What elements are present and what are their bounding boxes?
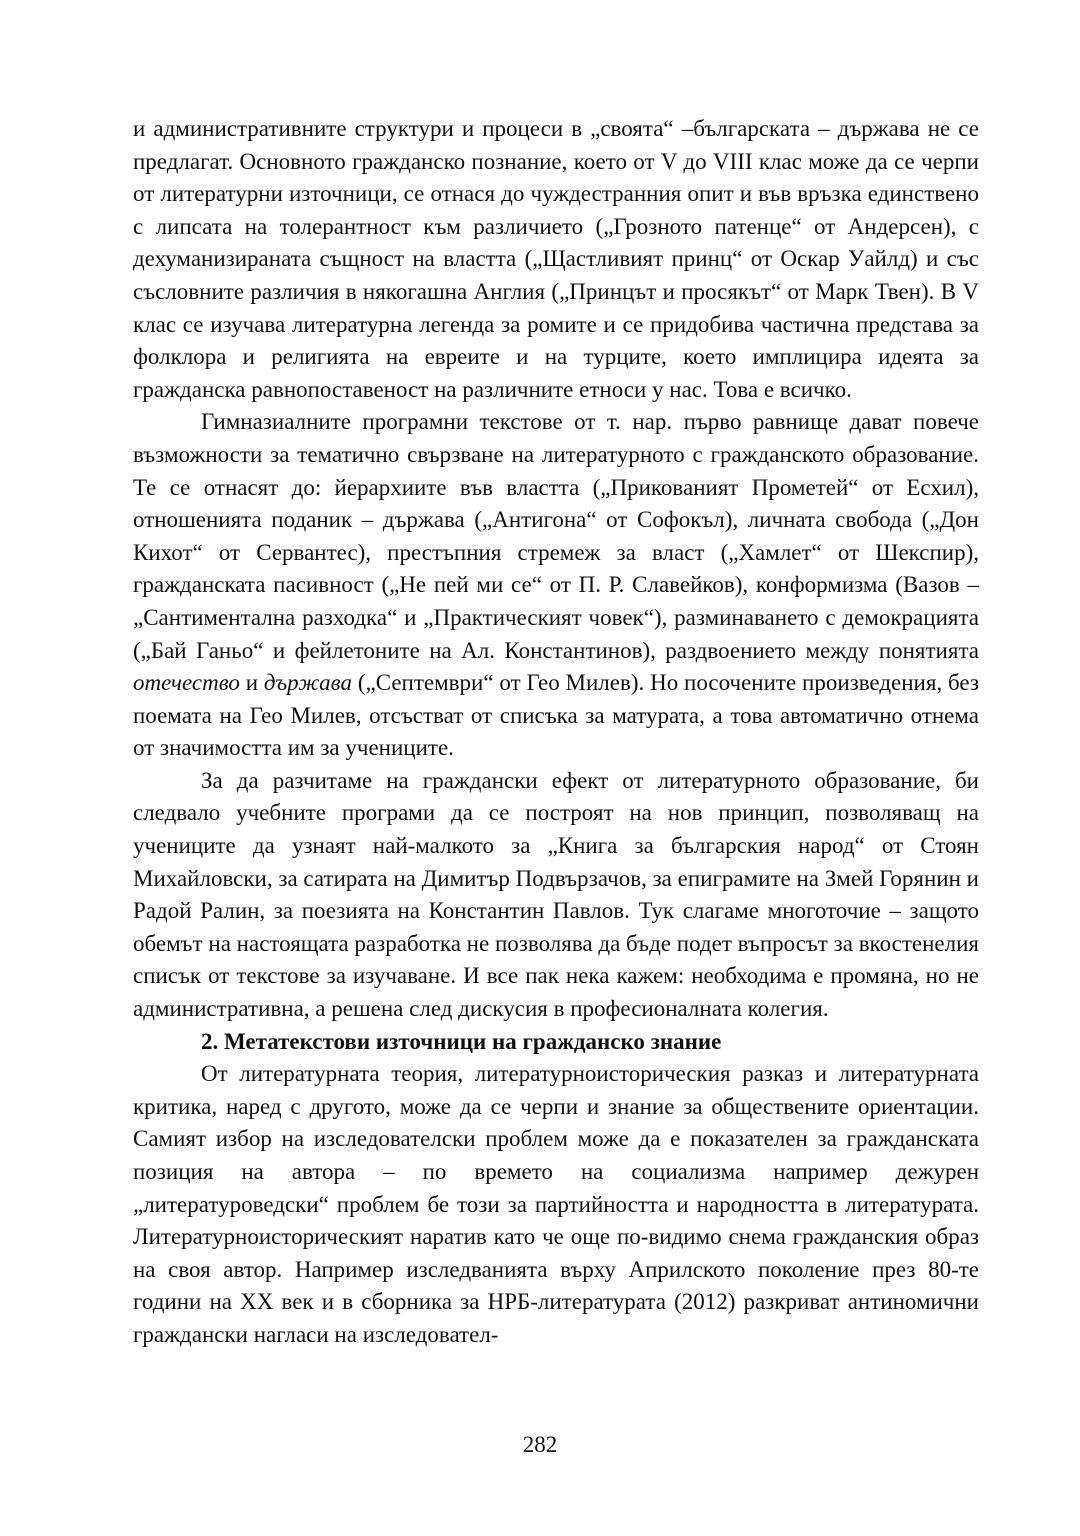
paragraph-3: За да разчитаме на граждански ефект от литературното образование, би следвало учебните програми да се построят на нов принцип, позволяващ на учениците да узнаят най-малкото за „Книга за българския народ“ от Стоян Михайловски, за сатирата на Димитър Подвързачов, за епиграмите на Змей Горянин и Радой Ралин, за поезията на Константин Павлов. Тук слагаме многоточие – защото обемът на настоящата разработка не позволява да бъде подет въпросът за вкостенелия списък от текстове за изучаване. И все пак нека кажем: необходима е промяна, но не административна, а решена след дискусия в професионалната колегия. [133,767,979,1022]
term-darzhava: държава [263,670,353,696]
paragraph-2-text-b: и [239,670,264,696]
page-body [133,113,979,1352]
paragraph-4: От литературната теория, литературноисторическия разказ и литературната критика, наред с другото, може да се черпи и знание за обществените ориентации. Самият избор на изследователски проблем може да е показателен за гражданската позиция на автора – по времето на социализма например дежурен „литературоведски“ проблем бе този за партийността и народността в литературата. Литературноисторическият наратив като че още по-видимо снема гражданския образ на своя автор. Например изследванията върху Априлското поколение през 80-те години на XX век и в сборника за НРБ-литературата (2012) разкриват антиномични граждански нагласи на изследовател- [133,1061,979,1347]
paragraph-2 [133,406,979,765]
paragraph-2-text-c: („Септември“ от Гео Милев). Но посочените произведения, без поемата на Гео Милев, отсъстват от списъка за матурата, а това автоматично отнема от значимостта им за учениците. [133,670,980,761]
page-number: 282 [522,1432,558,1457]
term-otechestvo: отечество [133,670,240,696]
paragraph-2-text-a: Гимназиалните програмни текстове от т. нар. първо равнище дават повече възможности за тематично свързване на литературното с гражданското образование. Те се отнасят до: йерархиите във властта („Прикованият Прометей“ от Есхил), отношенията поданик – държава („Антигона“ от Софокъл), личната свобода („Дон Кихот“ от Сервантес), престъпния стремеж за власт („Хамлет“ от Шекспир), гражданската пасивност („Не пей ми се“ от П. Р. Славейков), конформизма (Вазов – „Сантиментална разходка“ и „Практическият човек“), разминаването с демокрацията („Бай Ганьо“ и фейлетоните на Ал. Константинов), раздвоението между понятията [133,409,979,663]
section-heading: 2. Метатекстови източници на гражданско знание [201,1028,722,1054]
paragraph-1: и административните структури и процеси в „своята“ –българската – държава не се предлагат. Основното гражданско познание, което от V до VIII клас може да се черпи от литературни източници, се отнася до чуждестранния опит и във връзка единствено с липсата на толерантност към различието („Грозното патенце“ от Андерсен), с дехуманизираната същност на властта („Щастливият принц“ от Оскар Уайлд) и със съсловните различия в някогашна Англия („Принцът и просякът“ от Марк Твен). В V клас се изучава литературна легенда за ромите и се придобива частична представа за фолклора и религията на евреите и на турците, което имплицира идеята за гражданска равнопоставеност на различните етноси у нас. Това е всичко. [133,116,979,402]
